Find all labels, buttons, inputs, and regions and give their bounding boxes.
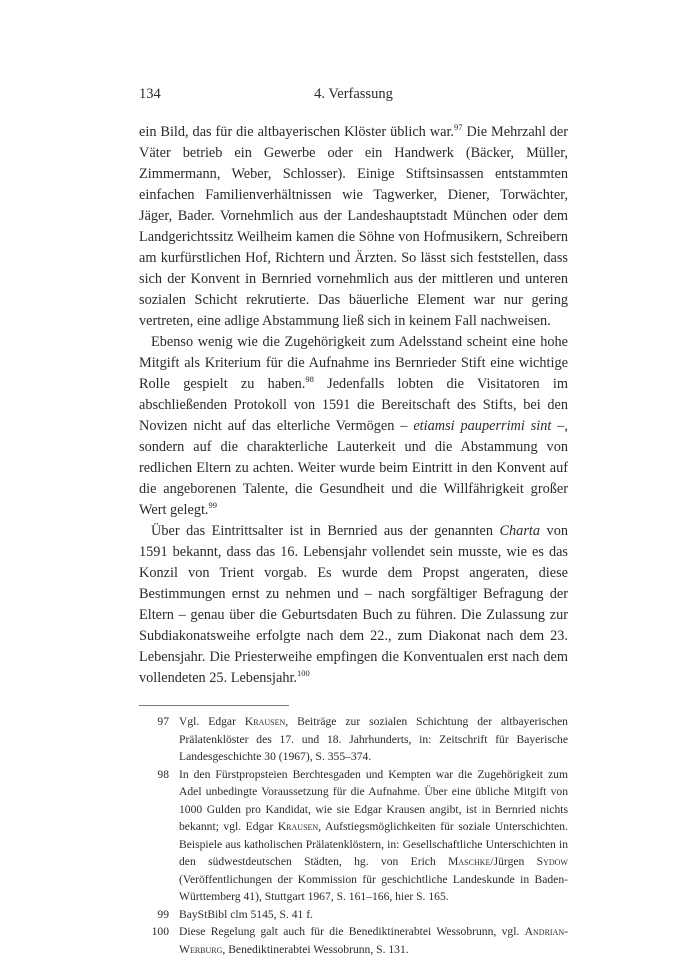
footnote-number: 98 xyxy=(157,767,169,781)
footnote-98 xyxy=(139,766,568,906)
footnote-text: , Benediktinerabtei Wessobrunn, S. 131. xyxy=(222,942,409,956)
main-text xyxy=(139,122,568,689)
author-name: Maschke xyxy=(448,855,491,868)
paragraph-text: –, sondern auf die charakterliche Lauterkeit und die Abstammung von redlichen Eltern zu achten. Weiter wurde beim Eintritt in den Konvent auf die angeborenen Talente, die Gesundheit und die Willfährigkeit großer Wert gelegt. xyxy=(139,418,568,518)
footnote-number: 99 xyxy=(157,907,169,921)
chapter-title: 4. Verfassung xyxy=(314,86,393,102)
footnote-ref-99: 99 xyxy=(208,500,218,511)
running-header xyxy=(139,86,568,110)
footnotes xyxy=(139,713,568,958)
page-number: 134 xyxy=(139,86,161,102)
footnote-number: 97 xyxy=(157,715,169,728)
footnote-separator xyxy=(139,705,289,706)
footnote-99 xyxy=(139,906,568,924)
paragraph-text: Ebenso wenig wie die Zugehörigkeit zum Adelsstand scheint eine hohe Mitgift als Kriterium für die Aufnahme ins Bernrieder Stift eine wichtige Rolle gespielt zu haben. xyxy=(139,334,568,392)
paragraph-text: Die Mehrzahl der Väter betrieb ein Gewerbe oder ein Handwerk (Bäcker, Müller, Zimmermann, Weber, Schlosser). Einige Stiftsinsassen entstammten einfachen Familienverhältnissen wie Tagwerker, Diener, Torwächter, Jäger, Bader. Vornehmlich aus der Landeshauptstadt München oder dem Landgerichtssitz Weilheim kamen die Söhne von Hofmusikern, Schreibern am kurfürstlichen Hof, Richtern und Ärzten. So lässt sich feststellen, dass sich der Konvent in Bernried vornehmlich aus der mittleren und unteren sozialen Schicht rekrutierte. Das bäuerliche Element war nur gering vertreten, eine adlige Abstammung ließ sich in keinem Fall nachweisen. xyxy=(139,124,568,329)
italic-term: Charta xyxy=(499,523,541,539)
paragraph-3 xyxy=(139,521,568,689)
footnote-97 xyxy=(139,713,568,766)
paragraph-text: von 1591 bekannt, dass das 16. Lebensjahr vollendet sein musste, wie es das Konzil von Trient vorgab. Es wurde dem Propst angeraten, diese Bestimmungen ernst zu nehmen und – nach sorgfältiger Befragung der Eltern – genau über die Geburtsdaten Buch zu führen. Die Zulassung zur Subdiakonatsweihe erfolgte nach dem 22., zum Diakonat nach dem 23. Lebensjahr. Die Priesterweihe empfingen die Konventualen erst nach dem vollendeten 25. Lebensjahr. xyxy=(139,523,568,686)
footnote-text: Vgl. Edgar xyxy=(179,715,245,728)
paragraph-text: Über das Eintrittsalter ist in Bernried aus der genannten xyxy=(151,523,500,539)
paragraph-1 xyxy=(139,122,568,332)
footnote-text: Diese Regelung galt auch für die Benediktinerabtei Wessobrunn, vgl. xyxy=(179,925,525,938)
book-page xyxy=(139,86,568,958)
footnote-100 xyxy=(139,923,568,958)
footnote-text: (Veröffentlichungen der Kommission für geschichtliche Landeskunde in Baden-Württemberg 41), Stuttgart 1967, S. 161–166, hier S. 165. xyxy=(179,872,568,903)
author-name: Krausen xyxy=(244,715,286,728)
author-name: Sydow xyxy=(536,855,568,868)
footnote-text: BayStBibl clm 5145, S. 41 f. xyxy=(179,907,313,921)
paragraph-text: Jedenfalls lobten die Visitatoren im abschließenden Protokoll von 1591 die Bereitschaft des Stifts, bei den Novizen nicht auf das elterliche Vermögen – xyxy=(139,376,568,434)
author-name: Andrian-Werburg xyxy=(179,925,568,956)
author-name: Krausen xyxy=(277,820,319,833)
latin-quote: etiamsi pauperrimi sint xyxy=(413,418,552,434)
paragraph-2 xyxy=(139,332,568,521)
footnote-text: , Beiträge zur sozialen Schichtung der altbayerischen Prälatenklöster des 17. und 18. Jahrhunderts, in: Zeitschrift für Bayerische Landesgeschichte 30 (1967), S. 355–374. xyxy=(179,715,568,763)
footnote-number: 100 xyxy=(151,925,169,938)
footnote-text: In den Fürstpropsteien Berchtesgaden und Kempten war die Zugehörigkeit zum Adel unbedingte Voraussetzung für die Aufnahme. Über eine übliche Mitgift von 1000 Gulden pro Kandidat, wie sie Edgar Krausen angibt, ist in Bernried nichts bekannt; vgl. Edgar xyxy=(179,767,568,833)
footnote-ref-100: 100 xyxy=(297,668,310,679)
footnote-ref-97: 97 xyxy=(454,122,463,133)
footnote-text: /Jürgen xyxy=(490,855,537,868)
footnote-ref-98: 98 xyxy=(305,374,314,385)
paragraph-text: ein Bild, das für die altbayerischen Klöster üblich war. xyxy=(139,124,454,140)
footnote-text: , Aufstiegsmöglichkeiten für soziale Unterschichten. Beispiele aus katholischen Prälatenklöstern, in: Gesellschaftliche Unterschichten in den südwestdeutschen Städten, hg. von Erich xyxy=(179,820,568,868)
